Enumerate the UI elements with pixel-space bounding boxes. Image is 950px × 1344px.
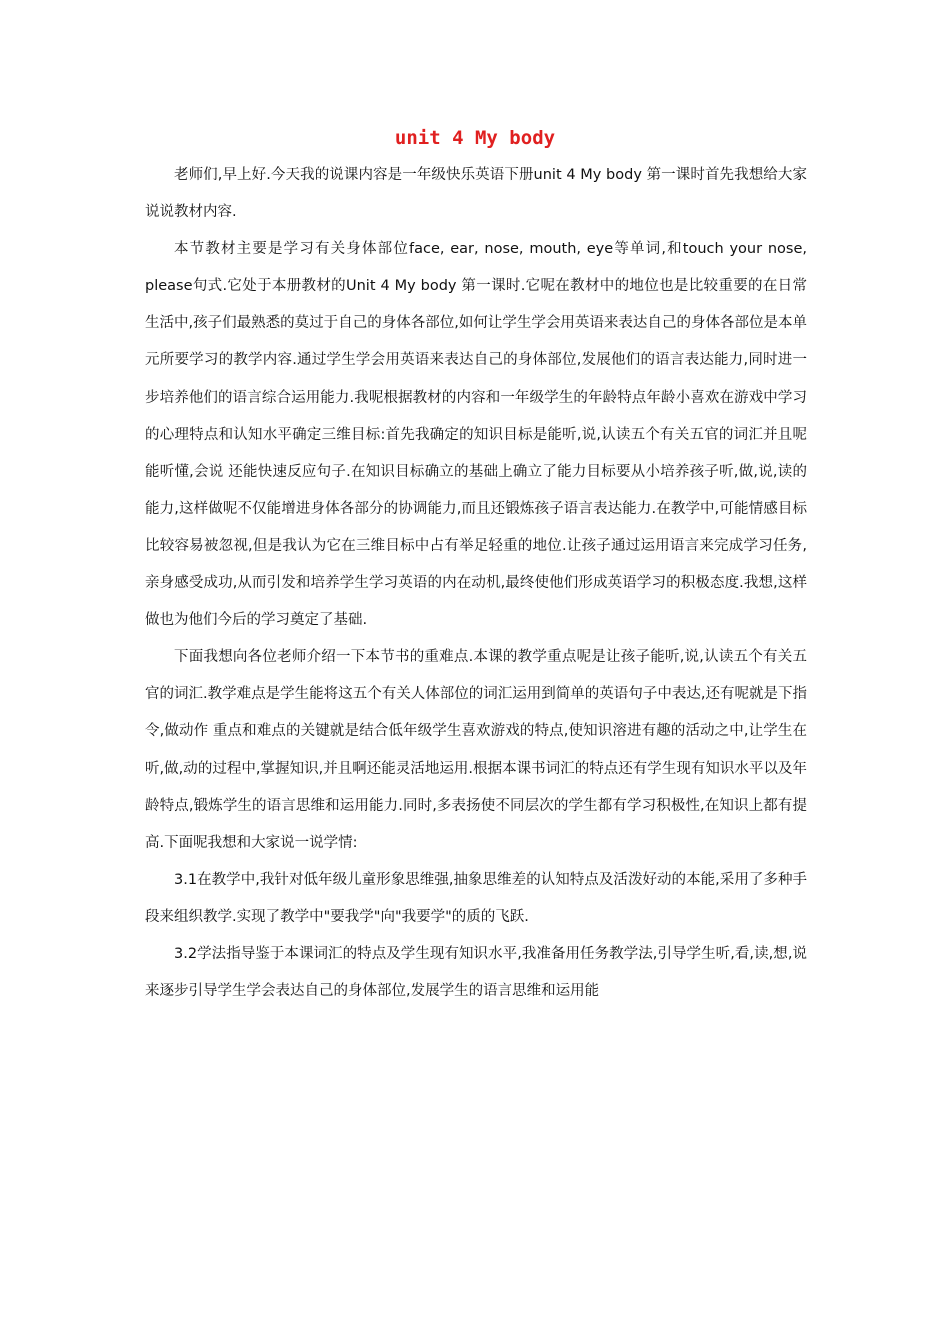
paragraph-intro: 老师们,早上好.今天我的说课内容是一年级快乐英语下册unit 4 My body 第一课时首先我想给大家说说教材内容. [145,167,807,221]
paragraph-textbook: 本节教材主要是学习有关身体部位face, ear, nose, mouth, eye等单词,和touch your nose, please句式.它处于本册教材的Unit 4 My body 第一课时.它呢在教材中的地位也是比较重要的在日常生活中,孩子们最熟悉的莫过于自己的身体各部位,如何让学生学会用英语来表达自己的身体各部位是本单元所要学习的教学内容.通过学生学会用英语来表达自己的身体部位,发展他们的语言表达能力,同时进一步培养他们的语言综合运用能力.我呢根据教材的内容和一年级学生的年龄特点年龄小喜欢在游戏中学习的心理特点和认知水平确定三维目标:首先我确定的知识目标是能听,说,认读五个有关五官的词汇并且呢能听懂,会说 还能快速反应句子.在知识目标确立的基础上确立了能力目标要从小培养孩子听,做,说,读的能力,这样做呢不仅能增进身体各部分的协调能力,而且还锻炼孩子语言表达能力.在教学中,可能情感目标比较容易被忽视,但是我认为它在三维目标中占有举足轻重的地位.让孩子通过运用语言来完成学习任务,亲身感受成功,从而引发和培养学生学习英语的内在动机,最终使他们形成英语学习的积极态度.我想,这样做也为他们今后的学习奠定了基础. [145,241,807,629]
paragraph-section-3-1: 3.1在教学中,我针对低年级儿童形象思维强,抽象思维差的认知特点及活泼好动的本能,采用了多种手段来组织教学.实现了教学中"要我学"向"我要学"的质的飞跃. [145,871,807,925]
paragraph-key-points: 下面我想向各位老师介绍一下本节书的重难点.本课的教学重点呢是让孩子能听,说,认读五个有关五官的词汇.教学难点是学生能将这五个有关人体部位的词汇运用到简单的英语句子中表达,还有呢就是下指令,做动作 重点和难点的关键就是结合低年级学生喜欢游戏的特点,使知识溶进有趣的活动之中,让学生在听,做,动的过程中,掌握知识,并且啊还能灵活地运用.根据本课书词汇的特点还有学生现有知识水平以及年龄特点,锻炼学生的语言思维和运用能力.同时,多表扬使不同层次的学生都有学习积极性,在知识上都有提高.下面呢我想和大家说一说学情: [145,649,807,851]
document-body [145,157,807,1010]
paragraph-section-3-2: 3.2学法指导鉴于本课词汇的特点及学生现有知识水平,我准备用任务教学法,引导学生听,看,读,想,说来逐步引导学生学会表达自己的身体部位,发展学生的语言思维和运用能 [145,945,807,1000]
document-title: unit 4 My body [394,127,556,149]
